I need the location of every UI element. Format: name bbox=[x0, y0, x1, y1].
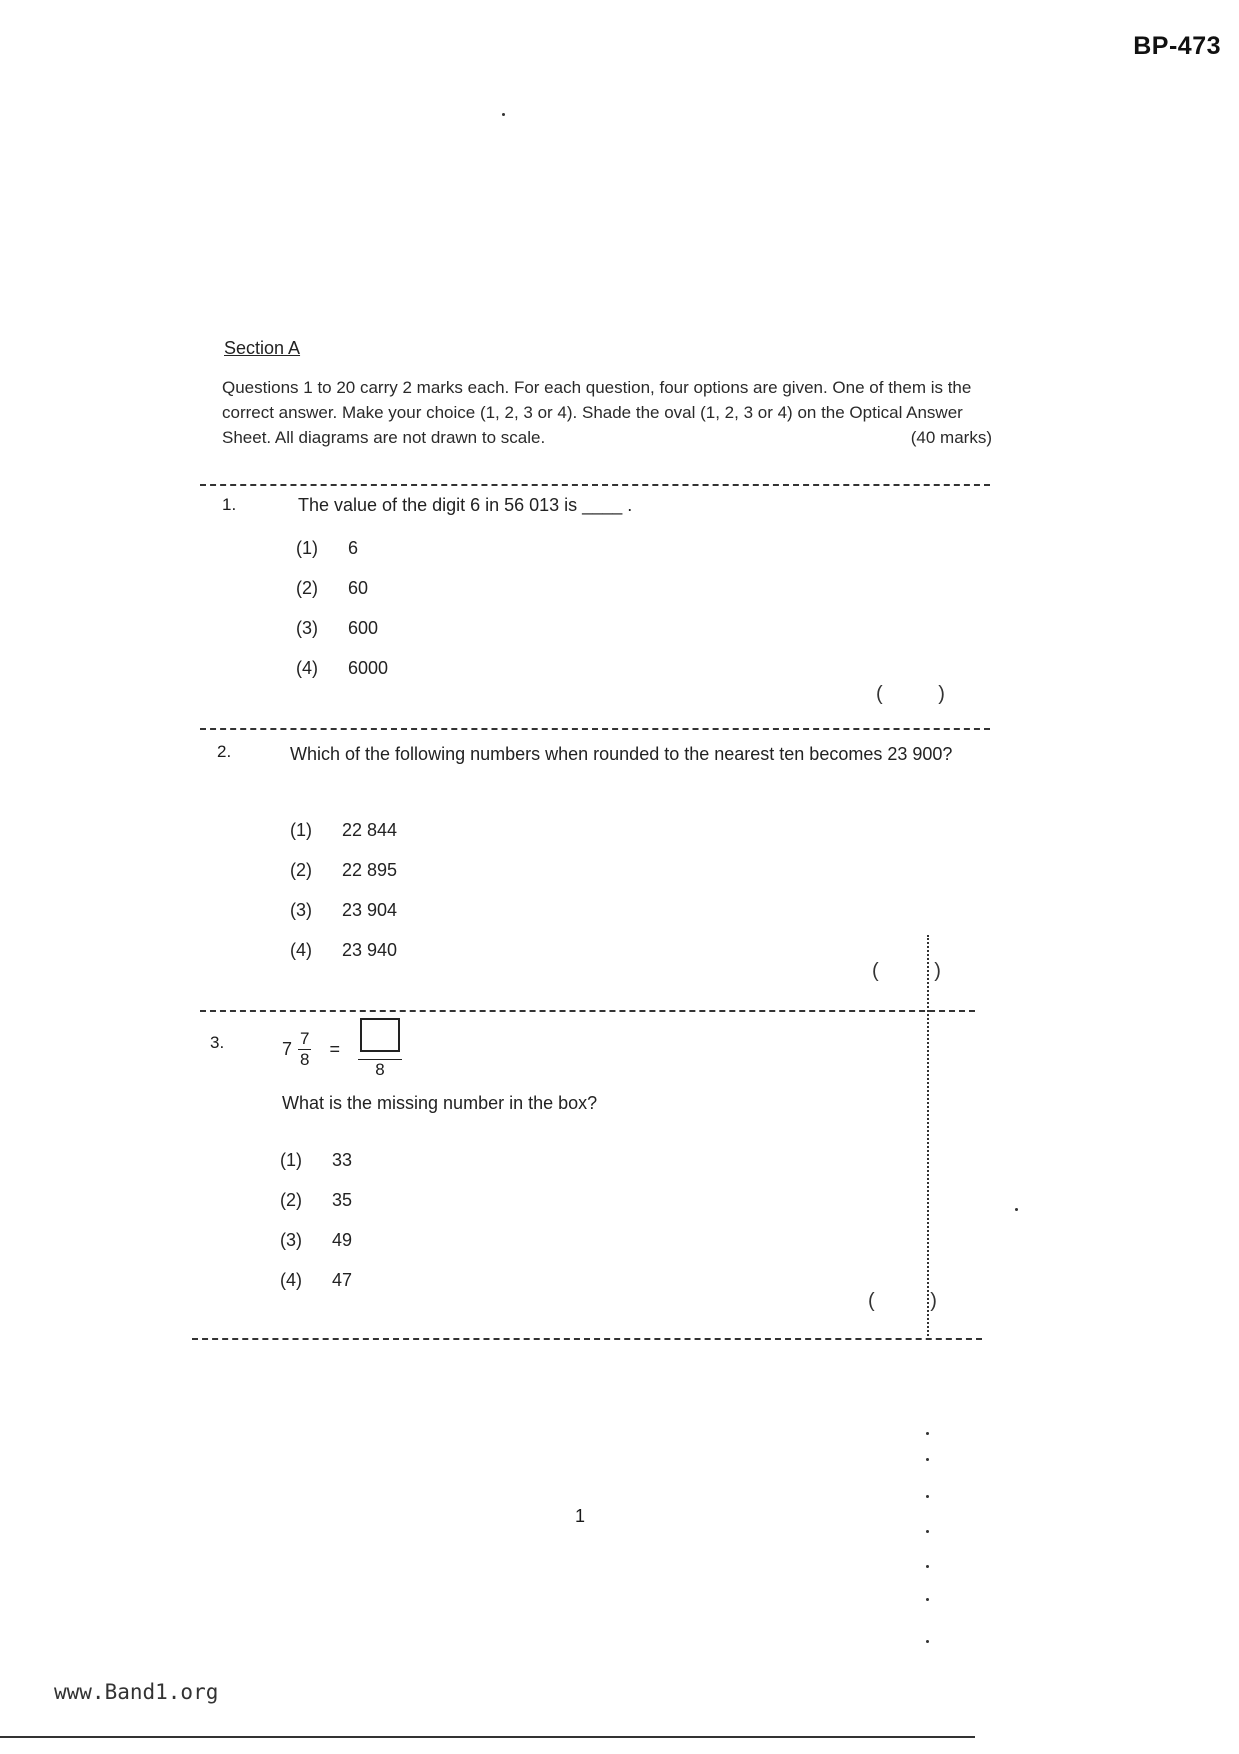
result-numerator bbox=[358, 1018, 402, 1060]
option-value: 600 bbox=[348, 618, 379, 638]
result-denominator: 8 bbox=[375, 1060, 385, 1079]
option-label: (4) bbox=[296, 658, 318, 678]
option-label: (1) bbox=[290, 820, 312, 840]
option-label: (4) bbox=[290, 940, 312, 960]
option[interactable] bbox=[290, 820, 397, 841]
scan-speck bbox=[1015, 1208, 1018, 1211]
option-value: 6000 bbox=[348, 658, 389, 678]
answer-bracket[interactable]: ( ) bbox=[868, 1290, 937, 1312]
option[interactable] bbox=[280, 1190, 352, 1211]
option-value: 23 904 bbox=[342, 900, 398, 920]
answer-bracket[interactable]: ( ) bbox=[876, 683, 945, 705]
option-label: (3) bbox=[296, 618, 318, 638]
option[interactable] bbox=[280, 1230, 352, 1251]
divider bbox=[200, 1010, 975, 1012]
equation bbox=[282, 1018, 402, 1080]
option[interactable] bbox=[296, 618, 378, 639]
option[interactable] bbox=[280, 1150, 352, 1171]
question-text: The value of the digit 6 in 56 013 is ____ . bbox=[298, 495, 633, 515]
scan-speck bbox=[926, 1565, 929, 1568]
option-label: (2) bbox=[296, 578, 318, 598]
question-number: 1. bbox=[222, 495, 237, 514]
margin-line bbox=[927, 935, 929, 1340]
option-value: 47 bbox=[332, 1270, 353, 1290]
divider bbox=[192, 1338, 982, 1340]
result-fraction bbox=[358, 1018, 402, 1080]
fraction-numerator: 7 bbox=[300, 1028, 310, 1048]
scan-speck bbox=[926, 1598, 929, 1601]
answer-bracket[interactable]: ( ) bbox=[872, 960, 941, 982]
option[interactable] bbox=[290, 900, 397, 921]
option-value: 33 bbox=[332, 1150, 353, 1170]
fraction-denominator: 8 bbox=[300, 1049, 310, 1069]
fraction bbox=[298, 1029, 311, 1070]
option-label: (1) bbox=[296, 538, 318, 558]
section-instructions bbox=[222, 375, 992, 450]
option-value: 6 bbox=[348, 538, 359, 558]
question-text: Which of the following numbers when rounded to the nearest ten becomes 23 900? bbox=[290, 744, 953, 764]
option-value: 22 895 bbox=[342, 860, 398, 880]
divider bbox=[200, 484, 990, 486]
scan-speck bbox=[926, 1495, 929, 1498]
option[interactable] bbox=[290, 860, 397, 881]
instructions-text: Questions 1 to 20 carry 2 marks each. For each question, four options are given. One of them is the correct answer. Make your choice (1, 2, 3 or 4). Shade the oval (1, 2, 3 or 4) on the Optical Answer Sheet. All diagrams are not drawn to scale. bbox=[222, 378, 972, 447]
option-value: 22 844 bbox=[342, 820, 398, 840]
footer-website[interactable]: www.Band1.org bbox=[54, 1680, 219, 1704]
equation-whole: 7 bbox=[282, 1038, 293, 1059]
option-value: 49 bbox=[332, 1230, 353, 1250]
scan-speck bbox=[926, 1458, 929, 1461]
option[interactable] bbox=[290, 940, 397, 961]
missing-number-box[interactable] bbox=[360, 1018, 400, 1052]
option-value: 35 bbox=[332, 1190, 353, 1210]
option-label: (3) bbox=[290, 900, 312, 920]
scan-speck bbox=[926, 1432, 929, 1435]
footer-rule bbox=[0, 1736, 975, 1738]
scan-speck bbox=[502, 113, 505, 116]
option-label: (4) bbox=[280, 1270, 302, 1290]
option-label: (2) bbox=[280, 1190, 302, 1210]
option-label: (2) bbox=[290, 860, 312, 880]
section-title: Section A bbox=[224, 338, 301, 358]
option-value: 60 bbox=[348, 578, 369, 598]
option-label: (1) bbox=[280, 1150, 302, 1170]
equals-sign: = bbox=[329, 1038, 340, 1059]
paper-code: BP-473 bbox=[1133, 32, 1221, 60]
option-value: 23 940 bbox=[342, 940, 398, 960]
question-text: What is the missing number in the box? bbox=[282, 1093, 598, 1113]
scan-speck bbox=[926, 1640, 929, 1643]
scan-speck bbox=[926, 1530, 929, 1533]
option[interactable] bbox=[280, 1270, 352, 1291]
option[interactable] bbox=[296, 578, 368, 599]
divider bbox=[200, 728, 990, 730]
question-number: 2. bbox=[217, 742, 232, 761]
page-number: 1 bbox=[575, 1506, 586, 1526]
option-label: (3) bbox=[280, 1230, 302, 1250]
question-number: 3. bbox=[210, 1033, 225, 1052]
option[interactable] bbox=[296, 658, 388, 679]
option[interactable] bbox=[296, 538, 358, 559]
section-marks: (40 marks) bbox=[910, 428, 992, 447]
